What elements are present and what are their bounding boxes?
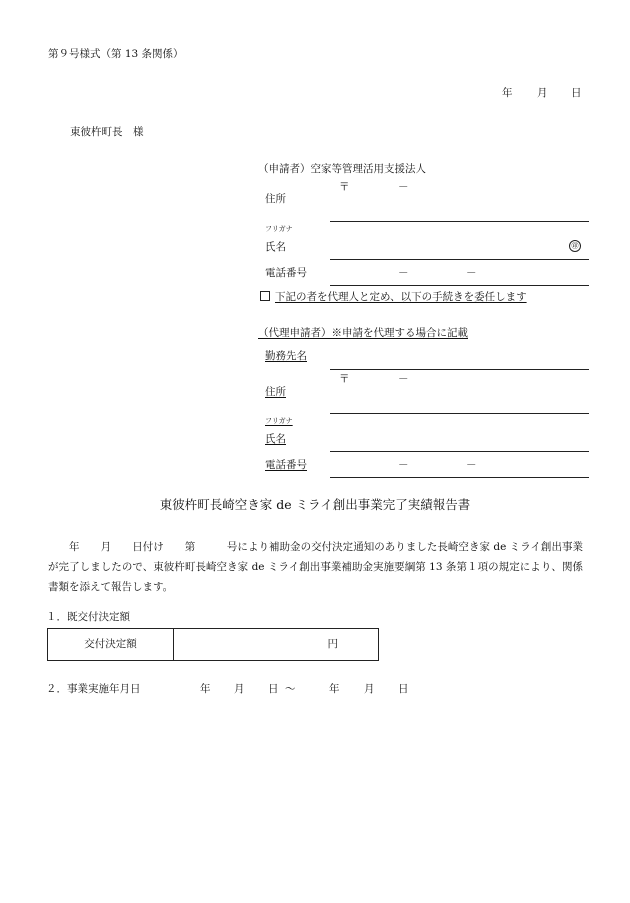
start-day-label: 日 [268,683,279,695]
proxy-postal-mark: 〒 [339,373,350,385]
start-year-label: 年 [200,683,211,695]
date-year-label: 年 [502,87,513,99]
postal-dash: － [398,181,409,193]
date-month-label: 月 [537,87,548,99]
proxy-address-underline [330,413,589,414]
amount-label: 交付決定額 [48,629,174,661]
document-title: 東彼杵町長崎空き家 de ミライ創出事業完了実績報告書 [159,497,471,512]
proxy-phone-label: 電話番号 [265,459,307,471]
workplace-underline [330,369,589,370]
section2-heading: ２．事業実施年月日 [46,683,141,695]
name-label: 氏名 [265,241,286,253]
date-day-label: 日 [571,87,582,99]
phone-dash-1: － [398,267,409,279]
proxy-phone-dash-1: － [398,459,409,471]
yen-unit: 円 [327,638,338,651]
delegate-text: 下記の者を代理人と定め、以下の手続きを委任します [275,291,527,303]
proxy-furigana-label: フリガナ [265,417,293,425]
phone-dash-2: － [466,267,477,279]
body-paragraph: 年 月 日付け 第 号により補助金の交付決定通知のありました長崎空き家 de ミライ創出事業が完了しましたので、東彼杵町長崎空き家 de ミライ創出事業補助金実施要綱第 13 条第１項の規定により、関係書類を添えて報告します。 [48,541,583,593]
proxy-name-label: 氏名 [265,433,286,445]
applicant-heading: （申請者）空家等管理活用支援法人 [258,163,426,175]
section1-heading: １．既交付決定額 [46,611,130,623]
address-underline [330,221,589,222]
end-year-label: 年 [329,683,340,695]
period-tilde: ～ [285,683,296,695]
postal-mark: 〒 [339,181,350,193]
proxy-phone-underline [330,477,589,478]
delegate-checkbox[interactable] [260,291,270,301]
proxy-heading: （代理申請者）※申請を代理する場合に記載 [258,327,468,339]
phone-label: 電話番号 [265,267,307,279]
proxy-address-label: 住所 [265,386,286,398]
address-label: 住所 [265,193,286,205]
delegate-option[interactable] [260,291,527,303]
proxy-phone-dash-2: － [466,459,477,471]
furigana-label: フリガナ [265,225,293,233]
addressee: 東彼杵町長 様 [70,126,144,138]
workplace-label: 勤務先名 [265,350,307,362]
start-month-label: 月 [234,683,245,695]
form-number: 第９号様式（第 13 条関係） [48,48,184,60]
amount-table [47,628,379,661]
seal-icon: ㊞ [569,240,581,252]
phone-underline [330,285,589,286]
end-day-label: 日 [398,683,409,695]
end-month-label: 月 [364,683,375,695]
proxy-name-underline [330,451,589,452]
amount-cell[interactable] [174,629,379,661]
name-underline [330,259,589,260]
proxy-postal-dash: － [398,373,409,385]
